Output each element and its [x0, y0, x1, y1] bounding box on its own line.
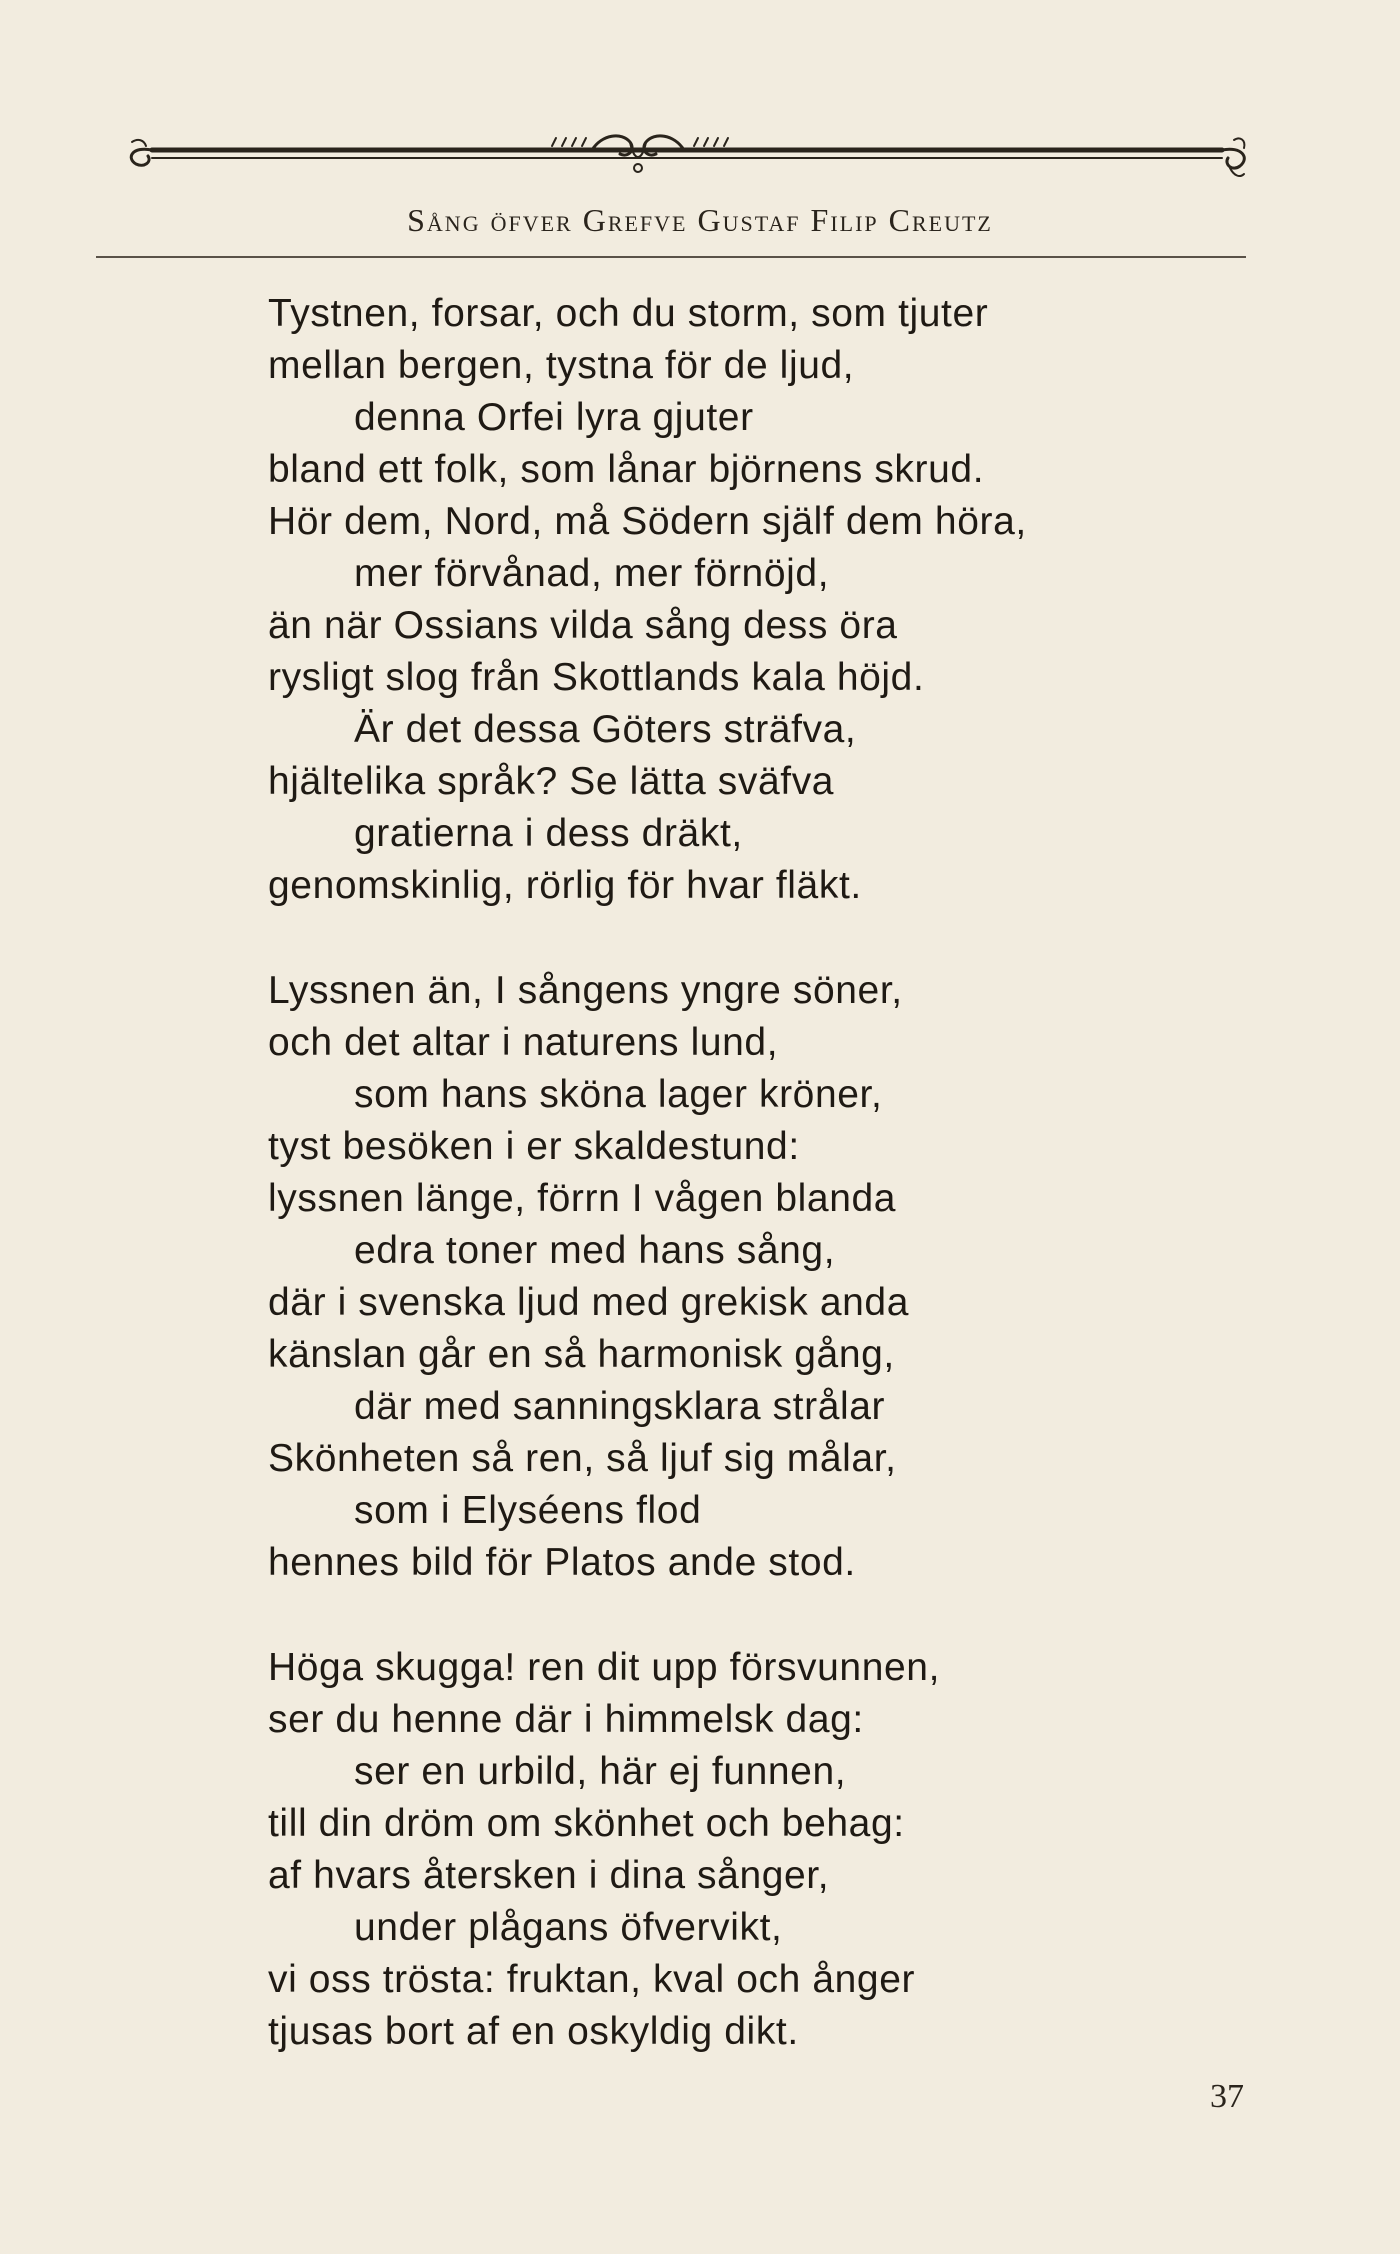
poem-line: gratierna i dess dräkt, — [354, 812, 743, 855]
page-number: 37 — [1210, 2078, 1244, 2115]
poem-line: Tystnen, forsar, och du storm, som tjuter — [268, 292, 989, 335]
poem-line: vi oss trösta: fruktan, kval och ånger — [268, 1958, 916, 2001]
poem-line: Lyssnen än, I sångens yngre söner, — [268, 969, 903, 1012]
poem-line: mellan bergen, tystna för de ljud, — [268, 344, 855, 387]
poem-line: Höga skugga! ren dit upp försvunnen, — [268, 1646, 941, 1689]
poem-line: hjältelika språk? Se lätta sväfva — [268, 760, 835, 803]
poem-line: än när Ossians vilda sång dess öra — [268, 604, 898, 647]
poem-line: af hvars återsken i dina sånger, — [268, 1854, 830, 1897]
poem-line: som i Elyséens flod — [354, 1489, 702, 1532]
poem-line: denna Orfei lyra gjuter — [354, 396, 754, 439]
stanza — [268, 1642, 1268, 2058]
poem-line: Skönheten så ren, så ljuf sig målar, — [268, 1437, 897, 1480]
running-title: Sång öfver Grefve Gustaf Filip Creutz — [407, 202, 993, 238]
poem-line: Hör dem, Nord, må Södern själf dem höra, — [268, 500, 1027, 543]
poem-line: tjusas bort af en oskyldig dikt. — [268, 2010, 799, 2053]
decorative-scroll-border-icon — [122, 124, 1254, 214]
poem-line: tyst besöken i er skaldestund: — [268, 1125, 800, 1168]
poem-line: Är det dessa Göters sträfva, — [354, 708, 857, 751]
poem-line: under plågans öfvervikt, — [354, 1906, 783, 1949]
poem-line: bland ett folk, som lånar björnens skrud. — [268, 448, 985, 491]
poem-line: där med sanningsklara strålar — [354, 1385, 886, 1428]
poem-line: ser en urbild, här ej funnen, — [354, 1750, 847, 1793]
poem-line: rysligt slog från Skottlands kala höjd. — [268, 656, 925, 699]
poem-line: där i svenska ljud med grekisk anda — [268, 1281, 909, 1324]
stanza — [268, 288, 1268, 912]
poem-line: edra toner med hans sång, — [354, 1229, 836, 1272]
poem-line: till din dröm om skönhet och behag: — [268, 1802, 905, 1845]
poem-line: ser du henne där i himmelsk dag: — [268, 1698, 864, 1741]
poem-line: mer förvånad, mer förnöjd, — [354, 552, 830, 595]
poem-line: lyssnen länge, förrn I vågen blanda — [268, 1177, 897, 1220]
poem-line: genomskinlig, rörlig för hvar fläkt. — [268, 864, 862, 907]
poem-line: och det altar i naturens lund, — [268, 1021, 779, 1064]
poem-line: hennes bild för Platos ande stod. — [268, 1541, 856, 1584]
stanza — [268, 965, 1268, 1589]
header-divider — [96, 256, 1246, 258]
poem-line: känslan går en så harmonisk gång, — [268, 1333, 895, 1376]
poem-line: som hans sköna lager kröner, — [354, 1073, 883, 1116]
poem-body — [268, 288, 1268, 2111]
